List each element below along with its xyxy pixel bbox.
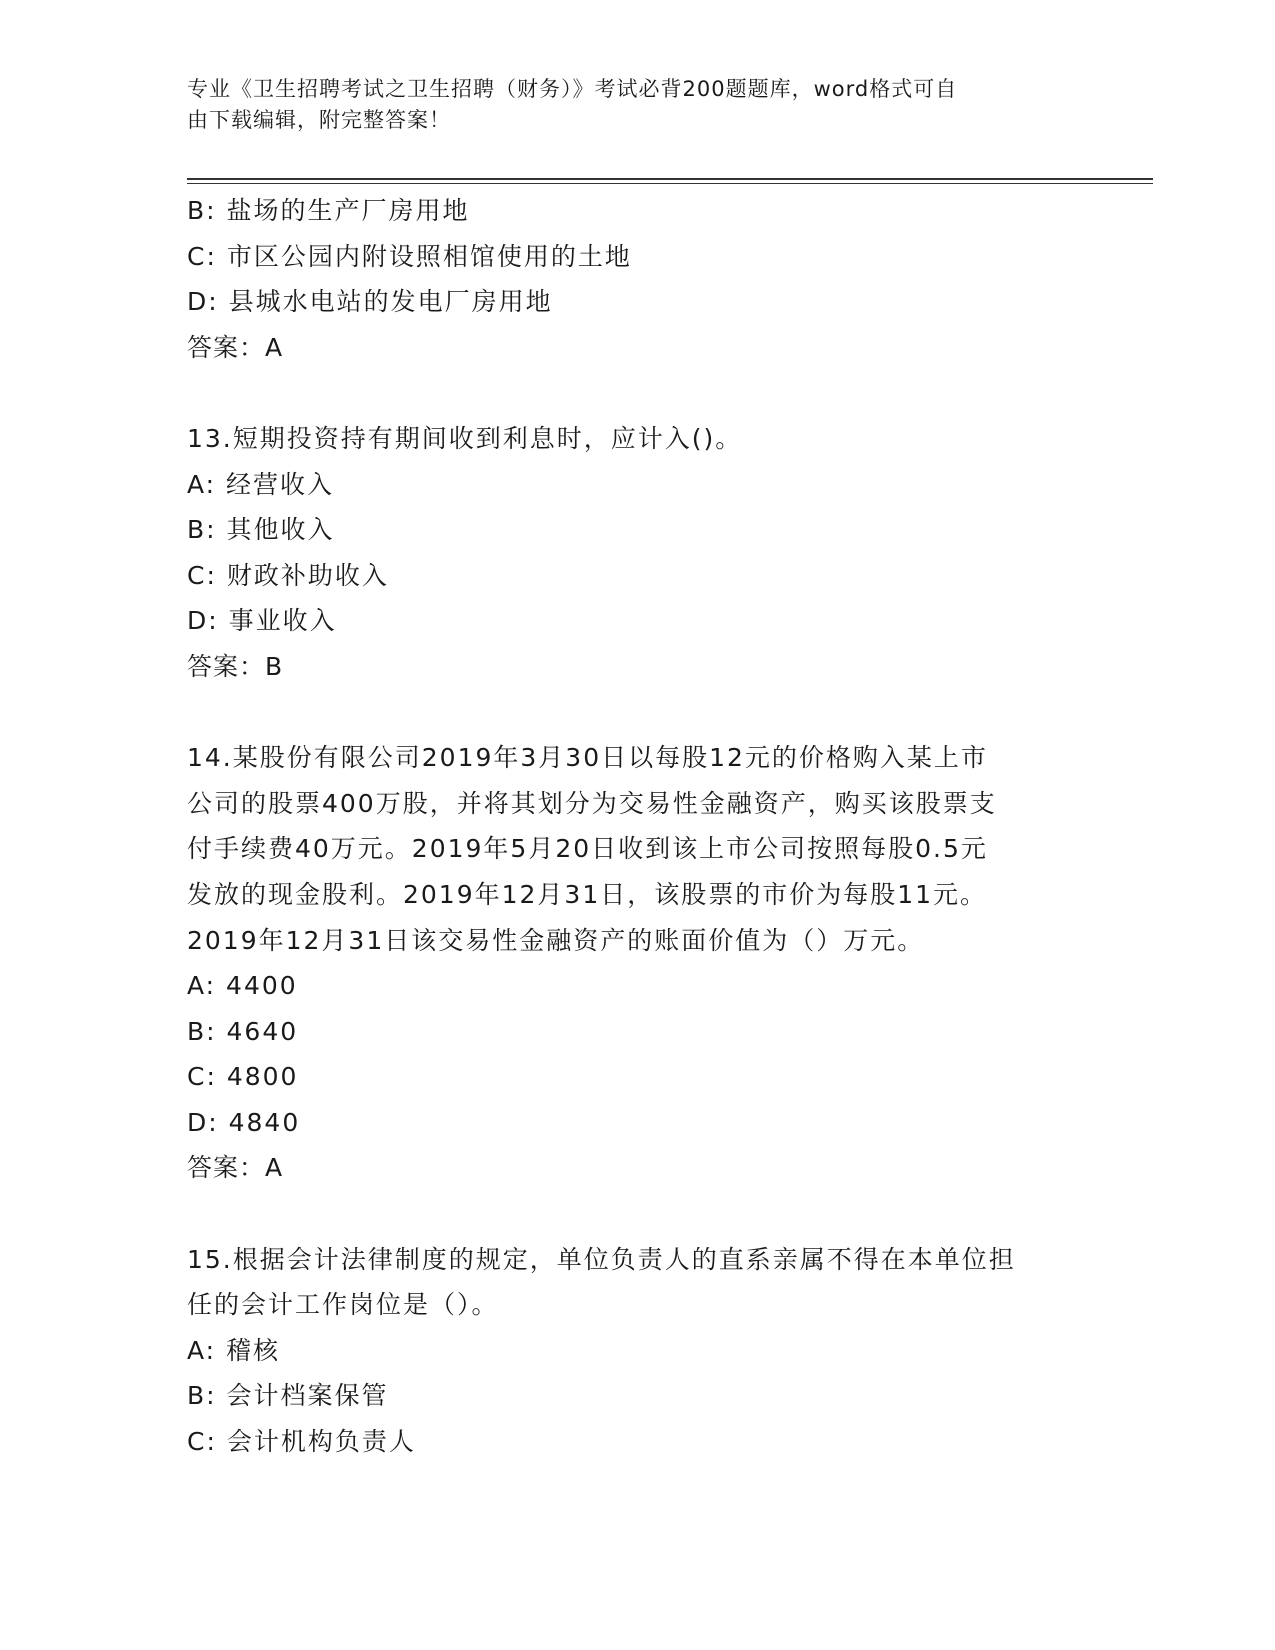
q13-option-c: C: 财政补助收入 — [187, 560, 389, 590]
q12-answer: 答案：A — [187, 332, 284, 362]
q14-option-b: B: 4640 — [187, 1016, 299, 1046]
spacer — [187, 690, 1087, 736]
q14-option-d: D: 4840 — [187, 1107, 301, 1137]
q14-option-a: A: 4400 — [187, 971, 298, 1001]
q13-option-a: A: 经营收入 — [187, 469, 335, 499]
header-divider-thick — [187, 178, 1153, 180]
q14-stem-line-1: 14.某股份有限公司2019年3月30日以每股12元的价格购入某上市 — [187, 743, 988, 773]
q15-option-c: C: 会计机构负责人 — [187, 1427, 416, 1457]
spacer — [187, 370, 1087, 416]
q13-stem: 13.短期投资持有期间收到利息时，应计入()。 — [187, 423, 743, 453]
header-line-2: 由下载编辑，附完整答案！ — [187, 108, 451, 132]
spacer — [187, 1191, 1087, 1237]
q13-option-b: B: 其他收入 — [187, 515, 335, 545]
q12-option-d: D: 县城水电站的发电厂房用地 — [187, 287, 553, 317]
header-divider-thin — [187, 183, 1153, 184]
q14-stem-line-3: 付手续费40万元。2019年5月20日收到该上市公司按照每股0.5元 — [187, 834, 988, 864]
q12-option-b: B: 盐场的生产厂房用地 — [187, 196, 470, 225]
q15-stem-line-1: 15.根据会计法律制度的规定，单位负责人的直系亲属不得在本单位担 — [187, 1244, 1016, 1274]
q14-stem-line-2: 公司的股票400万股，并将其划分为交易性金融资产，购买该股票支 — [187, 788, 997, 818]
header-line-1: 专业《卫生招聘考试之卫生招聘（财务）》考试必背200题题库，word格式可自 — [187, 77, 958, 101]
q12-option-c: C: 市区公园内附设照相馆使用的土地 — [187, 241, 632, 271]
q15-option-b: B: 会计档案保管 — [187, 1381, 389, 1411]
q14-option-c: C: 4800 — [187, 1062, 299, 1092]
document-header — [187, 74, 1067, 136]
q14-stem-line-5: 2019年12月31日该交易性金融资产的账面价值为（）万元。 — [187, 925, 925, 955]
question-list — [187, 188, 1087, 1465]
q15-stem-line-2: 任的会计工作岗位是（）。 — [187, 1290, 499, 1320]
q14-answer: 答案：A — [187, 1153, 284, 1183]
q14-stem-line-4: 发放的现金股利。2019年12月31日，该股票的市价为每股11元。 — [187, 879, 988, 909]
q13-answer: 答案：B — [187, 651, 284, 681]
q13-option-d: D: 事业收入 — [187, 606, 337, 636]
q15-option-a: A: 稽核 — [187, 1335, 281, 1365]
